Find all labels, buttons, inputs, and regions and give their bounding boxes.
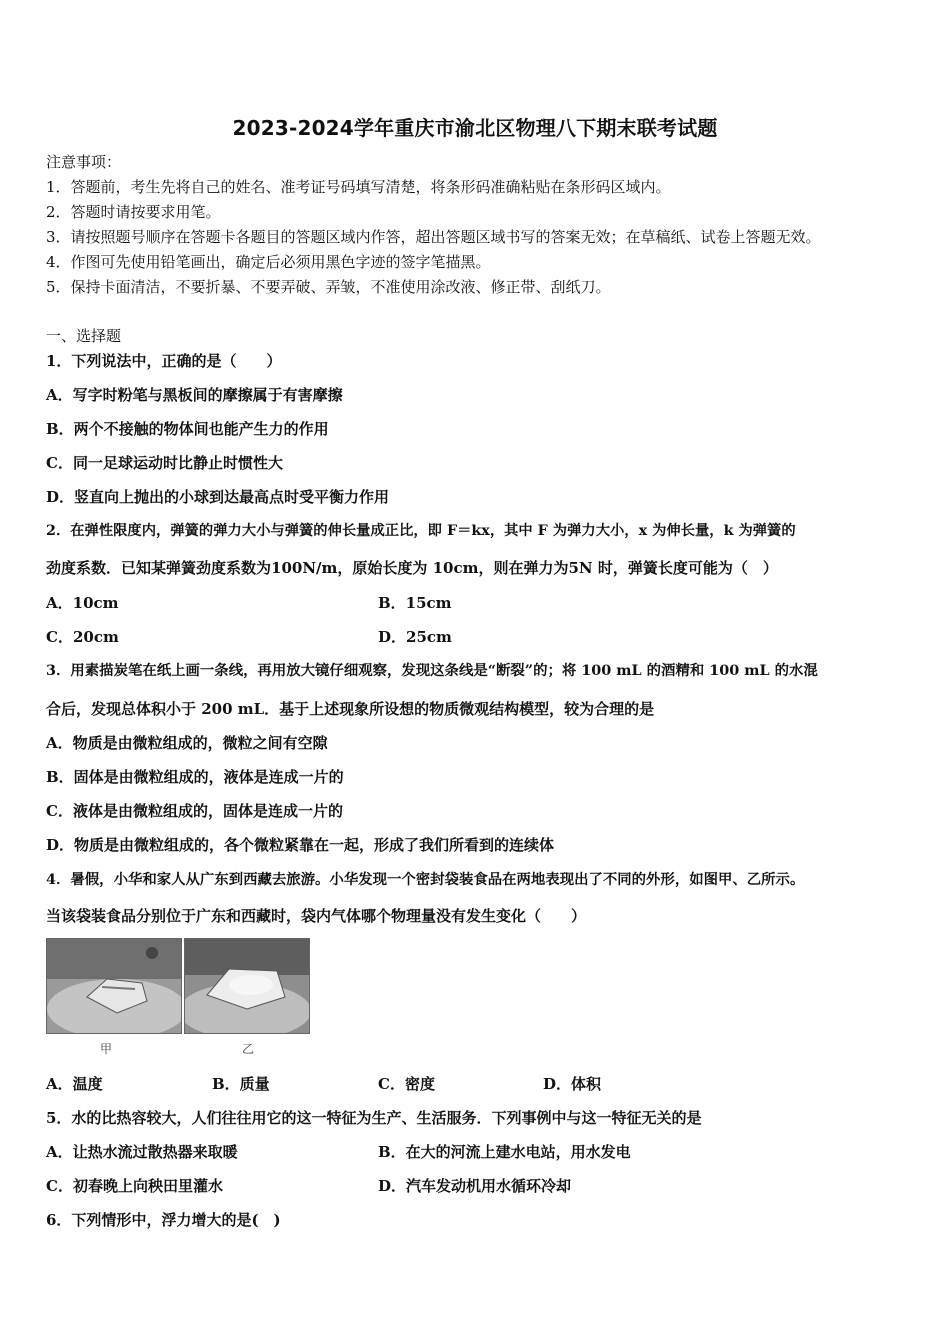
figure-caption-left: 甲 (100, 1042, 113, 1056)
question-3-option-c: C．液体是由微粒组成的，固体是连成一片的 (46, 802, 343, 820)
notice-item: 4．作图可先使用铅笔画出，确定后必须用黑色字迹的签字笔描黑。 (46, 253, 491, 271)
question-2-stem-line2: 劲度系数．已知某弹簧劲度系数为100N/m，原始长度为 10cm，则在弹力为5N 时，弹簧长度可能为（ ） (46, 559, 778, 577)
notice-heading: 注意事项： (46, 153, 122, 171)
question-4-option-c: C．密度 (378, 1075, 435, 1093)
notice-item: 2．答题时请按要求用笔。 (46, 203, 221, 221)
question-3-option-b: B．固体是由微粒组成的，液体是连成一片的 (46, 768, 344, 786)
question-1-option-d: D．竖直向上抛出的小球到达最高点时受平衡力作用 (46, 488, 390, 506)
question-2-option-a: A．10cm (46, 594, 119, 612)
question-2-option-b: B．15cm (378, 594, 452, 612)
question-4-option-d: D．体积 (543, 1075, 602, 1093)
question-5-stem: 5．水的比热容较大，人们往往用它的这一特征为生产、生活服务．下列事例中与这一特征无关的是 (46, 1109, 702, 1127)
section-heading: 一、选择题 (46, 327, 122, 345)
question-5-option-a: A．让热水流过散热器来取暖 (46, 1143, 238, 1161)
notice-item: 3．请按照题号顺序在答题卡各题目的答题区域内作答，超出答题区域书写的答案无效；在草稿纸、试卷上答题无效。 (46, 228, 821, 246)
question-3-option-d: D．物质是由微粒组成的，各个微粒紧靠在一起，形成了我们所看到的连续体 (46, 836, 555, 854)
question-4-stem-line2: 当该袋装食品分别位于广东和西藏时，袋内气体哪个物理量没有发生变化（ ） (46, 907, 587, 925)
question-4-figure (46, 938, 310, 1034)
photo-tibet (184, 938, 310, 1034)
figure-caption-right: 乙 (242, 1042, 255, 1056)
question-6-stem: 6．下列情形中，浮力增大的是( ) (46, 1211, 281, 1229)
exam-title: 2023-2024学年重庆市渝北区物理八下期末联考试题 (232, 116, 718, 140)
question-4-option-a: A．温度 (46, 1075, 103, 1093)
question-2-option-c: C．20cm (46, 628, 119, 646)
question-4-option-b: B．质量 (212, 1075, 270, 1093)
notice-item: 5．保持卡面清洁，不要折暴、不要弄破、弄皱，不准使用涂改液、修正带、刮纸刀。 (46, 278, 611, 296)
question-5-option-c: C．初春晚上向秧田里灌水 (46, 1177, 223, 1195)
question-1-option-c: C．同一足球运动时比静止时惯性大 (46, 454, 283, 472)
question-2-stem-line1: 2．在弹性限度内，弹簧的弹力大小与弹簧的伸长量成正比，即 F＝kx，其中 F 为弹力大小，x 为伸长量，k 为弹簧的 (46, 523, 796, 539)
question-3-stem-line2: 合后，发现总体积小于 200 mL．基于上述现象所设想的物质微观结构模型，较为合理的是 (46, 700, 655, 718)
question-1-stem: 1．下列说法中，正确的是（ ） (46, 352, 282, 370)
question-5-option-b: B．在大的河流上建水电站，用水发电 (378, 1143, 631, 1161)
notice-item: 1．答题前，考生先将自己的姓名、准考证号码填写清楚，将条形码准确粘贴在条形码区域内。 (46, 178, 671, 196)
question-3-stem-line1: 3．用素描炭笔在纸上画一条线，再用放大镜仔细观察，发现这条线是“断裂”的；将 100 mL 的酒精和 100 mL 的水混 (46, 662, 818, 679)
photo-guangdong (46, 938, 182, 1034)
question-2-option-d: D．25cm (378, 628, 452, 646)
question-5-option-d: D．汽车发动机用水循环冷却 (378, 1177, 572, 1195)
question-1-option-a: A．写字时粉笔与黑板间的摩擦属于有害摩擦 (46, 386, 343, 404)
question-1-option-b: B．两个不接触的物体间也能产生力的作用 (46, 420, 329, 438)
question-3-option-a: A．物质是由微粒组成的，微粒之间有空隙 (46, 734, 328, 752)
question-4-stem-line1: 4．暑假，小华和家人从广东到西藏去旅游。小华发现一个密封袋装食品在两地表现出了不同的外形，如图甲、乙所示。 (46, 871, 805, 888)
